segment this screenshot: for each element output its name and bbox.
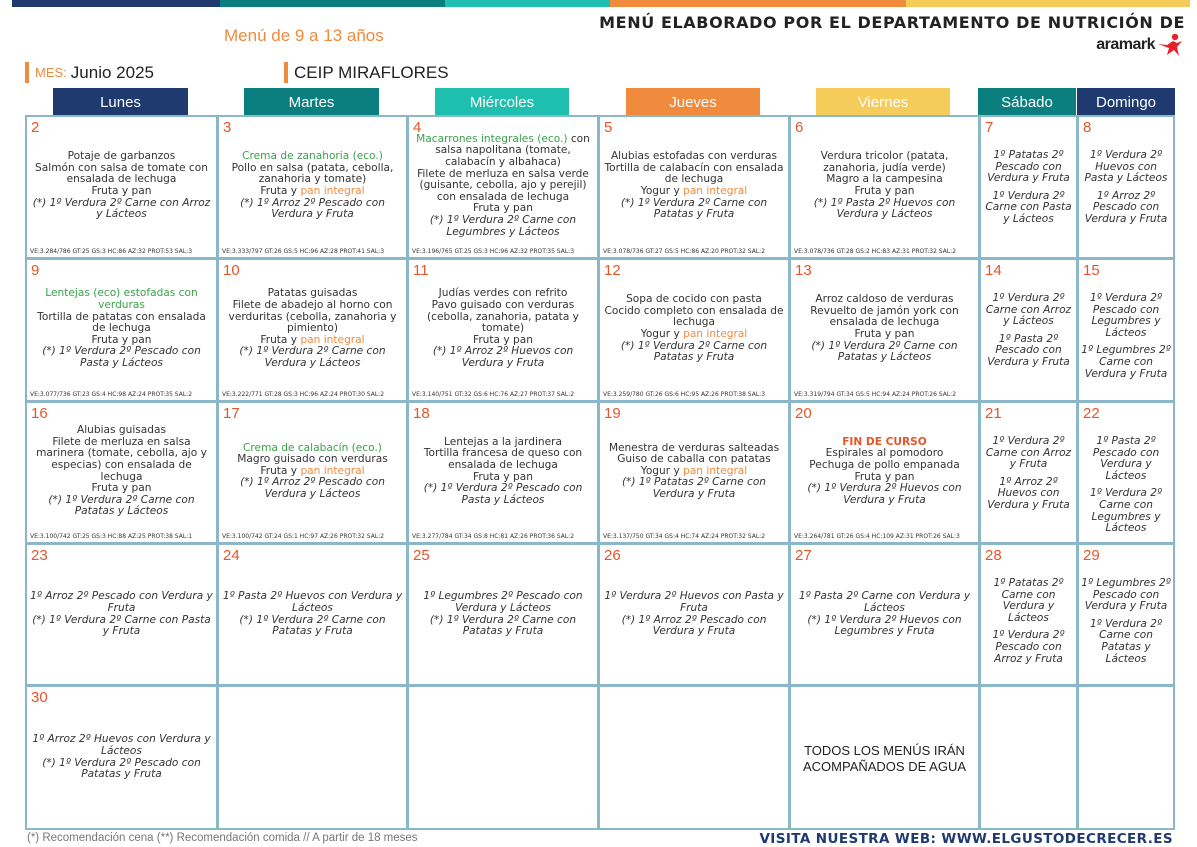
menu-line: Sopa de cocido con pasta bbox=[626, 293, 762, 306]
nutrition-info: VE:3.100/742 GT:24 GS:1 HC:97 AZ:26 PROT:32 SAL:2 bbox=[222, 533, 385, 540]
menu-line-extra: pan integral bbox=[300, 464, 365, 477]
menu-line: (*) 1º Verdura 2º Carne con Patatas y Lácteos bbox=[48, 493, 195, 518]
day-cell bbox=[27, 545, 216, 684]
menu-line: Alubias estofadas con verduras bbox=[610, 150, 778, 163]
menu-line-extra: pan integral bbox=[683, 328, 748, 340]
day-number: 11 bbox=[413, 262, 429, 279]
month-accent bbox=[25, 62, 29, 83]
menu-line: 1º Verdura 2º Huevos con Pasta y Fruta bbox=[604, 590, 784, 614]
menu-line: Lentejas (eco) estofadas con verduras bbox=[45, 287, 198, 312]
day-number: 15 bbox=[1083, 262, 1100, 279]
menu-line: (*) 1º Verdura 2º Huevos con Verdura y Fruta bbox=[807, 482, 962, 506]
day-number: 25 bbox=[413, 547, 430, 564]
day-cell bbox=[409, 403, 597, 542]
day-cell bbox=[791, 687, 978, 828]
menu-line: 1º Verdura 2º Carne con Arroz y Lácteos bbox=[985, 292, 1072, 328]
nutrition-info: VE:3.137/750 GT:34 GS:4 HC:74 AZ:24 PROT:32 SAL:2 bbox=[603, 533, 766, 540]
menu-line: Menestra de verduras salteadas bbox=[608, 441, 780, 454]
menu-text bbox=[1081, 436, 1171, 535]
menu-line: (*) 1º Patatas 2º Carne con Verdura y Fruta bbox=[621, 476, 767, 500]
top-bar-segment-4 bbox=[610, 0, 906, 7]
day-number: 24 bbox=[223, 547, 240, 564]
menu-line: (*) 1º Verdura 2º Carne con Patatas y Fruta bbox=[429, 613, 577, 638]
menu-line: Alubias guisadas bbox=[76, 424, 167, 437]
menu-line: Revuelto de jamón york con ensalada de lechuga bbox=[810, 304, 959, 329]
menu-line: Fruta y pan bbox=[854, 470, 915, 483]
menu-line: (*) 1º Verdura 2º Carne con Patatas y Fruta bbox=[620, 339, 768, 364]
menu-text bbox=[983, 436, 1074, 512]
nutrition-info: VE:3.078/736 GT:28 GS:2 HC:83 AZ:31 PROT:32 SAL:2 bbox=[794, 248, 957, 255]
menu-line: 1º Pasta 2º Pescado con Verdura y Fruta bbox=[987, 332, 1070, 368]
day-cell bbox=[981, 260, 1076, 400]
menu-line: Fruta y pan bbox=[473, 202, 533, 215]
aramark-logo bbox=[1096, 33, 1183, 57]
nutrition-info: VE:3.284/786 GT:25 GS:3 HC:86 AZ:32 PROT:53 SAL:3 bbox=[30, 248, 193, 255]
month-box bbox=[25, 62, 272, 83]
menu-text bbox=[29, 403, 214, 530]
day-number: 6 bbox=[795, 119, 804, 136]
menu-text bbox=[221, 545, 404, 684]
logo-text: aramark bbox=[1096, 36, 1155, 53]
day-cell bbox=[409, 117, 597, 257]
day-cell bbox=[219, 117, 406, 257]
top-bar-segment-5 bbox=[906, 0, 1190, 7]
menu-line: 1º Legumbres 2º Carne con Verdura y Fruta bbox=[1081, 344, 1171, 380]
day-cell bbox=[27, 117, 216, 257]
menu-line: (*) 1º Arroz 2º Huevos con Verdura y Fruta bbox=[432, 345, 574, 369]
menu-line: Guiso de caballa con patatas bbox=[617, 453, 771, 466]
top-bar-segment-2 bbox=[220, 0, 445, 7]
menu-text bbox=[29, 545, 214, 684]
weekday-5: Viernes bbox=[816, 88, 950, 116]
menu-line-text: Fruta y bbox=[260, 185, 301, 197]
day-cell bbox=[791, 545, 978, 684]
day-cell bbox=[27, 687, 216, 828]
menu-line-text: Yogur y bbox=[640, 328, 684, 340]
menu-line-extra: con salsa napolitana (tomate, calabacín y albahaca) bbox=[435, 132, 590, 169]
menu-line: Judías verdes con refrito bbox=[438, 287, 568, 300]
menu-line: Fruta y pan bbox=[854, 328, 915, 340]
day-cell bbox=[27, 403, 216, 542]
menu-line: Filete de merluza en salsa verde (guisante, cebolla, ajo y perejil) con ensalada de lechuga bbox=[417, 167, 589, 203]
menu-text bbox=[793, 117, 976, 245]
day-cell bbox=[791, 403, 978, 542]
day-cell bbox=[600, 545, 788, 684]
menu-line: Pavo guisado con verduras (cebolla, zanahoria, patata y tomate) bbox=[427, 299, 579, 335]
menu-line: Fruta y pan bbox=[473, 470, 533, 483]
menu-text bbox=[1081, 578, 1171, 665]
nutrition-info: VE:3.319/794 GT:34 GS:5 HC:94 AZ:24 PROT:26 SAL:2 bbox=[794, 391, 957, 398]
menu-line: 1º Verdura 2º Pescado con Legumbres y Lácteos bbox=[1090, 292, 1162, 339]
menu-line: Tortilla de calabacín con ensalada de lechuga bbox=[604, 161, 784, 186]
menu-line: 1º Verdura 2º Carne con Legumbres y Lácteos bbox=[1090, 487, 1162, 535]
menu-line-extra: pan integral bbox=[683, 464, 748, 477]
day-number: 23 bbox=[31, 547, 48, 564]
day-cell bbox=[791, 117, 978, 257]
menu-line: (*) 1º Arroz 2º Pescado con Verdura y Fruta bbox=[621, 613, 767, 638]
weekday-6: Sábado bbox=[978, 88, 1076, 116]
menu-line: Magro a la campesina bbox=[826, 173, 943, 186]
day-cell bbox=[600, 403, 788, 542]
menu-text bbox=[411, 117, 595, 245]
day-cell bbox=[1079, 260, 1173, 400]
nutrition-info: VE:3.196/765 GT:25 GS:3 HC:96 AZ:32 PROT:35 SAL:3 bbox=[412, 248, 575, 255]
water-note: TODOS LOS MENÚS IRÁN ACOMPAÑADOS DE AGUA bbox=[802, 743, 966, 774]
menu-line: Tortilla de patatas con ensalada de lechuga bbox=[37, 310, 206, 335]
day-cell bbox=[1079, 403, 1173, 542]
menu-line: Pechuga de pollo empanada bbox=[809, 458, 960, 471]
menu-line: 1º Patatas 2º Pescado con Verdura y Fruta bbox=[987, 149, 1070, 185]
day-number: 8 bbox=[1083, 119, 1092, 136]
menu-line: 1º Verdura 2º Huevos con Pasta y Lácteos bbox=[1084, 149, 1168, 185]
menu-line: 1º Arroz 2º Pescado con Verdura y Fruta bbox=[1084, 189, 1168, 225]
menu-line bbox=[602, 186, 786, 198]
nutrition-info: VE:3.333/797 GT:26 GS:5 HC:96 AZ:28 PROT:41 SAL:3 bbox=[222, 248, 385, 255]
menu-line: Fruta y pan bbox=[91, 185, 152, 197]
menu-line-text: Macarrones integrales (eco.) bbox=[416, 132, 568, 145]
menu-calendar-grid bbox=[25, 115, 1175, 830]
day-cell bbox=[981, 545, 1076, 684]
menu-line: Filete de abadejo al horno con verduritas (cebolla, zanahoria y pimiento) bbox=[228, 299, 397, 335]
menu-text bbox=[983, 293, 1074, 369]
page-title: MENÚ ELABORADO POR EL DEPARTAMENTO DE NUTRICIÓN DE bbox=[599, 13, 1185, 32]
day-cell bbox=[981, 117, 1076, 257]
top-bar-segment-3 bbox=[445, 0, 610, 7]
top-bar-segment-1 bbox=[12, 0, 220, 7]
weekday-4: Jueves bbox=[626, 88, 760, 116]
day-number: 20 bbox=[795, 405, 812, 422]
day-number: 21 bbox=[985, 405, 1002, 422]
day-number: 9 bbox=[31, 262, 40, 279]
day-number: 12 bbox=[604, 262, 621, 279]
menu-line: Lentejas a la jardinera bbox=[444, 435, 562, 448]
menu-text bbox=[602, 117, 786, 245]
menu-line: (*) 1º Verdura 2º Pescado con Pasta y Lácteos bbox=[423, 482, 583, 506]
school-accent bbox=[284, 62, 288, 83]
menu-text bbox=[221, 117, 404, 245]
menu-line: Crema de calabacín (eco.) bbox=[243, 441, 382, 454]
day-number: 5 bbox=[604, 119, 613, 136]
nutrition-info: VE:3.277/784 GT:34 GS:8 HC:81 AZ:26 PROT:36 SAL:2 bbox=[412, 533, 575, 540]
school-name: CEIP MIRAFLORES bbox=[294, 62, 449, 82]
weekday-header bbox=[25, 88, 1175, 116]
weekday-2: Martes bbox=[244, 88, 379, 116]
menu-line: (*) 1º Pasta 2º Huevos con Verdura y Lácteos bbox=[813, 196, 956, 221]
day-number: 3 bbox=[223, 119, 232, 136]
menu-line: 1º Arroz 2º Huevos con Verdura y Lácteos bbox=[32, 733, 211, 757]
menu-line: Crema de zanahoria (eco.) bbox=[242, 150, 383, 163]
menu-line: (*) 1º Verdura 2º Carne con Patatas y Fruta bbox=[239, 613, 386, 638]
day-number: 14 bbox=[985, 262, 1002, 279]
day-cell bbox=[1079, 117, 1173, 257]
menu-line: (*) 1º Verdura 2º Carne con Legumbres y Lácteos bbox=[429, 213, 577, 238]
weekday-1: Lunes bbox=[53, 88, 188, 116]
menu-line-text: Fruta y bbox=[260, 333, 301, 346]
day-cell bbox=[219, 687, 406, 828]
day-number: 10 bbox=[223, 262, 240, 279]
day-cell bbox=[791, 260, 978, 400]
menu-text bbox=[221, 403, 404, 530]
age-subtitle: Menú de 9 a 13 años bbox=[224, 26, 384, 45]
menu-line: Patatas guisadas bbox=[267, 287, 358, 300]
menu-text bbox=[983, 150, 1074, 226]
school-box bbox=[284, 62, 1174, 83]
menu-line-extra: pan integral bbox=[300, 333, 365, 346]
menu-line bbox=[221, 186, 404, 198]
menu-line: 1º Verdura 2º Carne con Arroz y Fruta bbox=[985, 435, 1072, 471]
day-number: 4 bbox=[413, 119, 422, 136]
menu-text bbox=[602, 403, 786, 530]
nutrition-info: VE:3.100/742 GT:25 GS:3 HC:88 AZ:25 PROT:38 SAL:1 bbox=[30, 533, 193, 540]
menu-line: 1º Arroz 2º Pescado con Verdura y Fruta bbox=[30, 590, 213, 614]
menu-text bbox=[793, 403, 976, 530]
menu-line: Fruta y pan bbox=[91, 333, 152, 346]
footer-note: (*) Recomendación cena (**) Recomendación comida // A partir de 18 meses bbox=[27, 832, 418, 844]
menu-line: FIN DE CURSO bbox=[842, 435, 927, 448]
menu-line: 1º Verdura 2º Carne con Patatas y Lácteos bbox=[1090, 617, 1162, 665]
menu-line: Espirales al pomodoro bbox=[825, 447, 944, 460]
day-number: 2 bbox=[31, 119, 40, 136]
menu-line-text: Yogur y bbox=[640, 464, 684, 477]
menu-line bbox=[602, 329, 786, 341]
menu-line: Cocido completo con ensalada de lechuga bbox=[604, 304, 784, 329]
menu-line: (*) 1º Verdura 2º Carne con Arroz y Lácteos bbox=[32, 196, 211, 221]
menu-line: Pollo en salsa (patata, cebolla, zanahoria y tomate) bbox=[231, 161, 394, 186]
day-number: 27 bbox=[795, 547, 812, 564]
menu-line: 1º Verdura 2º Pescado con Arroz y Fruta bbox=[992, 629, 1065, 665]
menu-text bbox=[793, 260, 976, 388]
menu-text bbox=[29, 687, 214, 828]
menu-text bbox=[602, 545, 786, 684]
day-cell bbox=[219, 403, 406, 542]
day-number: 16 bbox=[31, 405, 48, 422]
menu-text bbox=[1081, 293, 1171, 380]
menu-line: Fruta y pan bbox=[473, 333, 533, 346]
menu-line-extra: pan integral bbox=[683, 185, 748, 197]
menu-text bbox=[411, 260, 595, 388]
day-cell bbox=[600, 687, 788, 828]
top-color-bar bbox=[12, 0, 1190, 7]
day-number: 7 bbox=[985, 119, 994, 136]
menu-line: (*) 1º Verdura 2º Carne con Pasta y Fruta bbox=[32, 613, 211, 638]
menu-line: 1º Patatas 2º Carne con Verdura y Lácteos bbox=[993, 577, 1064, 624]
menu-line: 1º Pasta 2º Huevos con Verdura y Lácteos bbox=[222, 590, 403, 614]
day-cell bbox=[409, 545, 597, 684]
day-cell bbox=[27, 260, 216, 400]
menu-line: Potaje de garbanzos bbox=[67, 150, 176, 163]
weekday-3: Miércoles bbox=[435, 88, 569, 116]
day-number: 18 bbox=[413, 405, 430, 422]
menu-line: (*) 1º Verdura 2º Carne con Patatas y Lácteos bbox=[811, 339, 958, 364]
menu-line: (*) 1º Verdura 2º Pescado con Patatas y Fruta bbox=[42, 756, 201, 781]
menu-line: Verdura tricolor (patata, zanahoria, judía verde) bbox=[820, 150, 949, 174]
menu-line: 1º Pasta 2º Carne con Verdura y Lácteos bbox=[798, 590, 971, 614]
website-link[interactable]: VISITA NUESTRA WEB: WWW.ELGUSTODECRECER.ES bbox=[759, 831, 1173, 847]
menu-line: (*) 1º Verdura 2º Huevos con Legumbres y Fruta bbox=[807, 613, 962, 638]
menu-line bbox=[411, 134, 595, 169]
day-cell bbox=[219, 260, 406, 400]
menu-line-extra: pan integral bbox=[300, 185, 365, 197]
nutrition-info: VE:3.264/781 GT:26 GS:4 HC:109 AZ:31 PROT:26 SAL:3 bbox=[794, 533, 960, 540]
menu-line-text: Yogur y bbox=[640, 185, 684, 197]
menu-line: Fruta y pan bbox=[91, 482, 152, 495]
day-number: 17 bbox=[223, 405, 240, 422]
day-cell bbox=[600, 260, 788, 400]
menu-line: 1º Legumbres 2º Pescado con Verdura y Lácteos bbox=[423, 590, 583, 614]
menu-text bbox=[1081, 150, 1171, 226]
day-number: 22 bbox=[1083, 405, 1100, 422]
nutrition-info: VE:3.140/751 GT:32 GS:6 HC:76 AZ:27 PROT:37 SAL:2 bbox=[412, 391, 575, 398]
day-number: 30 bbox=[31, 689, 48, 706]
day-cell bbox=[409, 687, 597, 828]
menu-text bbox=[983, 578, 1074, 665]
menu-line-text: Fruta y bbox=[260, 464, 301, 477]
day-cell bbox=[981, 687, 1076, 828]
aramark-star-person-icon bbox=[1157, 33, 1183, 57]
menu-text bbox=[29, 117, 214, 245]
menu-line: 1º Legumbres 2º Pescado con Verdura y Fruta bbox=[1081, 577, 1171, 613]
day-number: 19 bbox=[604, 405, 621, 422]
menu-line: (*) 1º Verdura 2º Pescado con Pasta y Lácteos bbox=[42, 345, 201, 369]
menu-line: Magro guisado con verduras bbox=[237, 453, 388, 466]
nutrition-info: VE:3.077/736 GT:23 GS:4 HC:98 AZ:24 PROT:35 SAL:2 bbox=[30, 391, 193, 398]
menu-text bbox=[221, 260, 404, 388]
menu-line: 1º Pasta 2º Pescado con Verdura y Lácteos bbox=[1092, 435, 1160, 482]
nutrition-info: VE:3.222/771 GT:28 GS:3 HC:96 AZ:24 PROT:30 SAL:2 bbox=[222, 391, 385, 398]
day-cell bbox=[981, 403, 1076, 542]
menu-line: Fruta y pan bbox=[854, 185, 915, 197]
menu-text bbox=[793, 545, 976, 684]
day-number: 29 bbox=[1083, 547, 1100, 564]
menu-line: 1º Arroz 2º Huevos con Verdura y Fruta bbox=[987, 475, 1070, 511]
month-label: MES: bbox=[35, 65, 67, 80]
menu-text bbox=[411, 545, 595, 684]
month-value: Junio 2025 bbox=[70, 62, 154, 82]
day-number: 13 bbox=[795, 262, 812, 279]
menu-line: Filete de merluza en salsa marinera (tomate, cebolla, ajo y especias) con ensalada de lechuga bbox=[36, 435, 207, 483]
menu-text bbox=[411, 403, 595, 530]
day-cell bbox=[1079, 687, 1173, 828]
menu-line: Salmón con salsa de tomate con ensalada de lechuga bbox=[35, 161, 208, 186]
menu-line: Tortilla francesa de queso con ensalada de lechuga bbox=[423, 447, 583, 471]
menu-line: (*) 1º Verdura 2º Carne con Patatas y Fruta bbox=[620, 196, 768, 221]
menu-line: Arroz caldoso de verduras bbox=[815, 293, 954, 306]
day-number: 28 bbox=[985, 547, 1002, 564]
day-cell bbox=[219, 545, 406, 684]
day-cell bbox=[600, 117, 788, 257]
day-cell bbox=[1079, 545, 1173, 684]
menu-line: (*) 1º Arroz 2º Pescado con Verdura y Fruta bbox=[240, 196, 385, 221]
weekday-7: Domingo bbox=[1077, 88, 1175, 116]
day-number: 26 bbox=[604, 547, 621, 564]
menu-line: (*) 1º Verdura 2º Carne con Verdura y Lácteos bbox=[239, 345, 386, 369]
nutrition-info: VE:3.078/736 GT:27 GS:5 HC:86 AZ:20 PROT:32 SAL:2 bbox=[603, 248, 766, 255]
day-cell bbox=[409, 260, 597, 400]
menu-text bbox=[29, 260, 214, 388]
nutrition-info: VE:3.259/780 GT:26 GS:6 HC:95 AZ:26 PROT:38 SAL:3 bbox=[603, 391, 766, 398]
menu-line: 1º Verdura 2º Carne con Pasta y Lácteos bbox=[985, 189, 1072, 225]
menu-text bbox=[602, 260, 786, 388]
menu-line: (*) 1º Arroz 2º Pescado con Verdura y Lácteos bbox=[240, 476, 385, 500]
